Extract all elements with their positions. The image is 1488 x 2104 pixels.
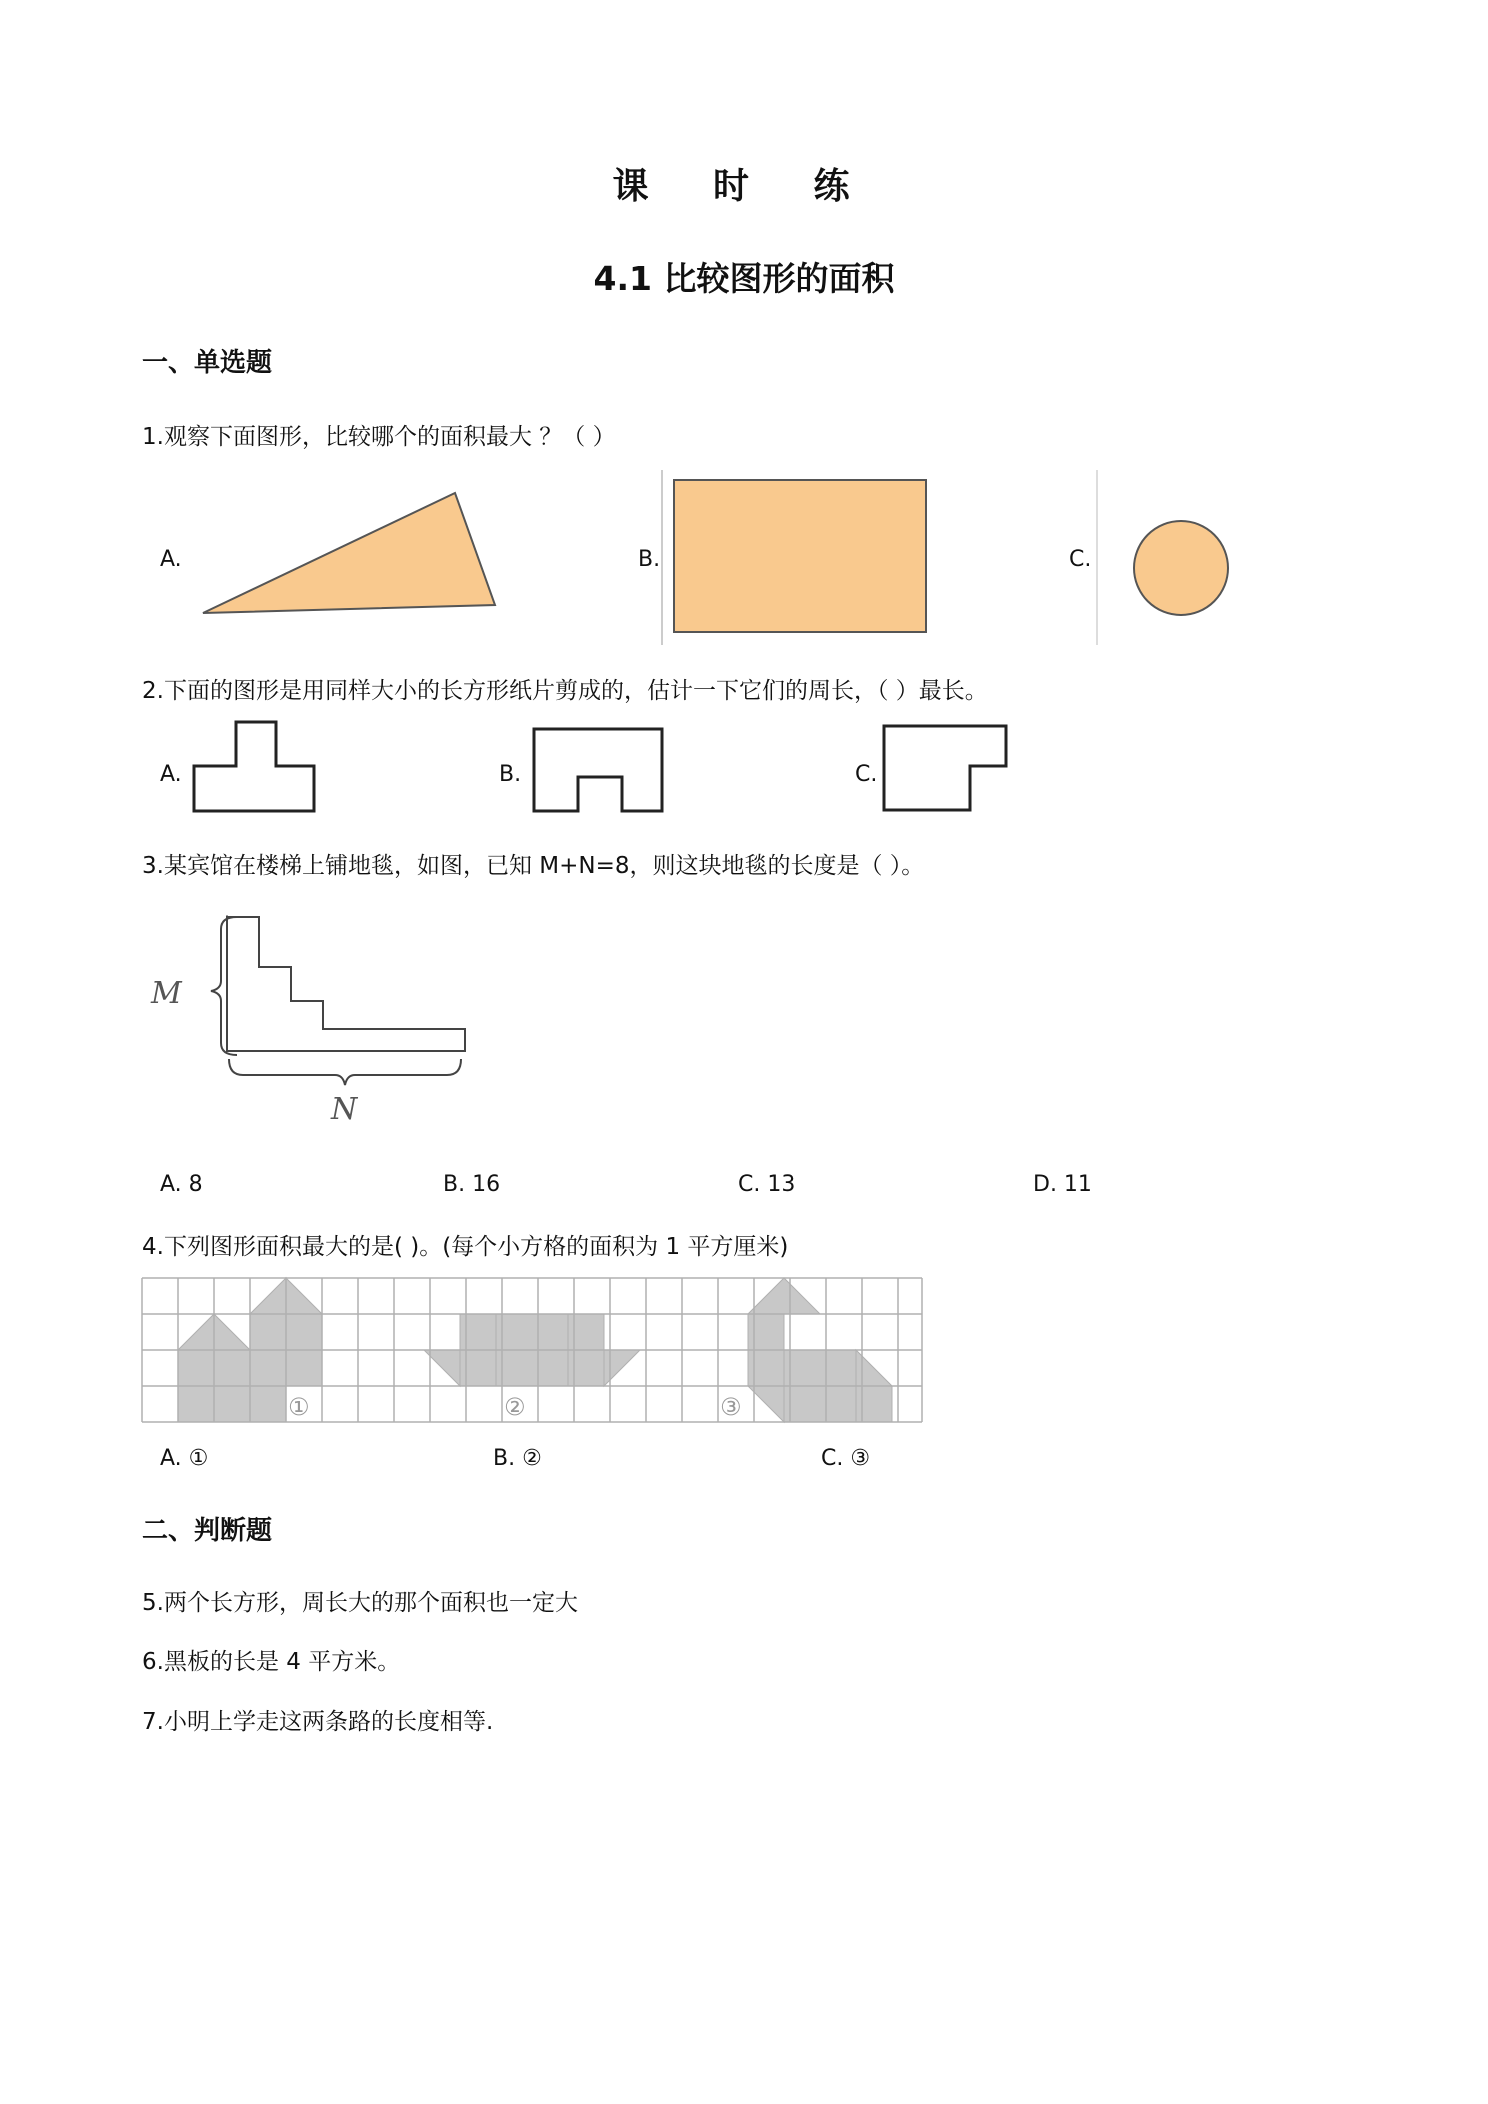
q3-option-b: B. 16	[443, 1172, 501, 1197]
section-heading-true-false: 二、判断题	[142, 1516, 273, 1546]
q4-option-c: C. ③	[821, 1446, 871, 1471]
q3-stair-carpet-figure	[145, 905, 485, 1140]
q3-option-c: C. 13	[738, 1172, 796, 1197]
question-1-text: 1.观察下面图形，比较哪个的面积最大 ？（ ）	[142, 424, 616, 450]
q2-option-a-label: A.	[160, 762, 182, 787]
question-3-text: 3.某宾馆在楼梯上铺地毯，如图，已知 M+N=8，则这块地毯的长度是（ ）。	[142, 853, 925, 879]
q1-option-b-label: B.	[638, 547, 661, 572]
question-5-text: 5.两个长方形，周长大的那个面积也一定大	[142, 1590, 578, 1616]
q3-label-n: N	[331, 1092, 358, 1127]
q4-figure-label-2: ②	[504, 1393, 526, 1421]
question-4-text: 4.下列图形面积最大的是( )。(每个小方格的面积为 1 平方厘米)	[142, 1234, 789, 1260]
q1-circle-figure	[1095, 470, 1235, 645]
q1-option-c-label: C.	[1069, 547, 1092, 572]
q2-shape-a	[190, 718, 320, 818]
q1-rectangle-figure	[660, 470, 940, 645]
question-7-text: 7.小明上学走这两条路的长度相等.	[142, 1709, 494, 1735]
q4-grid-figure	[142, 1278, 922, 1423]
page-title: 课 时 练	[612, 166, 876, 207]
q1-triangle-figure	[195, 485, 515, 620]
q2-shape-c	[880, 722, 1015, 817]
question-6-text: 6.黑板的长是 4 平方米。	[142, 1649, 401, 1675]
q4-option-a: A. ①	[160, 1446, 209, 1471]
q2-shape-b	[530, 725, 670, 820]
q3-option-d: D. 11	[1033, 1172, 1092, 1197]
q4-figure-label-3: ③	[720, 1393, 742, 1421]
section-heading-single-choice: 一、单选题	[142, 348, 273, 378]
q1-option-a-label: A.	[160, 547, 182, 572]
question-2-text: 2.下面的图形是用同样大小的长方形纸片剪成的，估计一下它们的周长，（ ）最长。	[142, 678, 988, 704]
page-subtitle: 4.1 比较图形的面积	[593, 259, 895, 298]
q2-option-b-label: B.	[499, 762, 522, 787]
q4-option-b: B. ②	[493, 1446, 542, 1471]
q3-label-m: M	[151, 976, 182, 1011]
q3-option-a: A. 8	[160, 1172, 203, 1197]
q2-option-c-label: C.	[855, 762, 878, 787]
q4-figure-label-1: ①	[288, 1393, 310, 1421]
